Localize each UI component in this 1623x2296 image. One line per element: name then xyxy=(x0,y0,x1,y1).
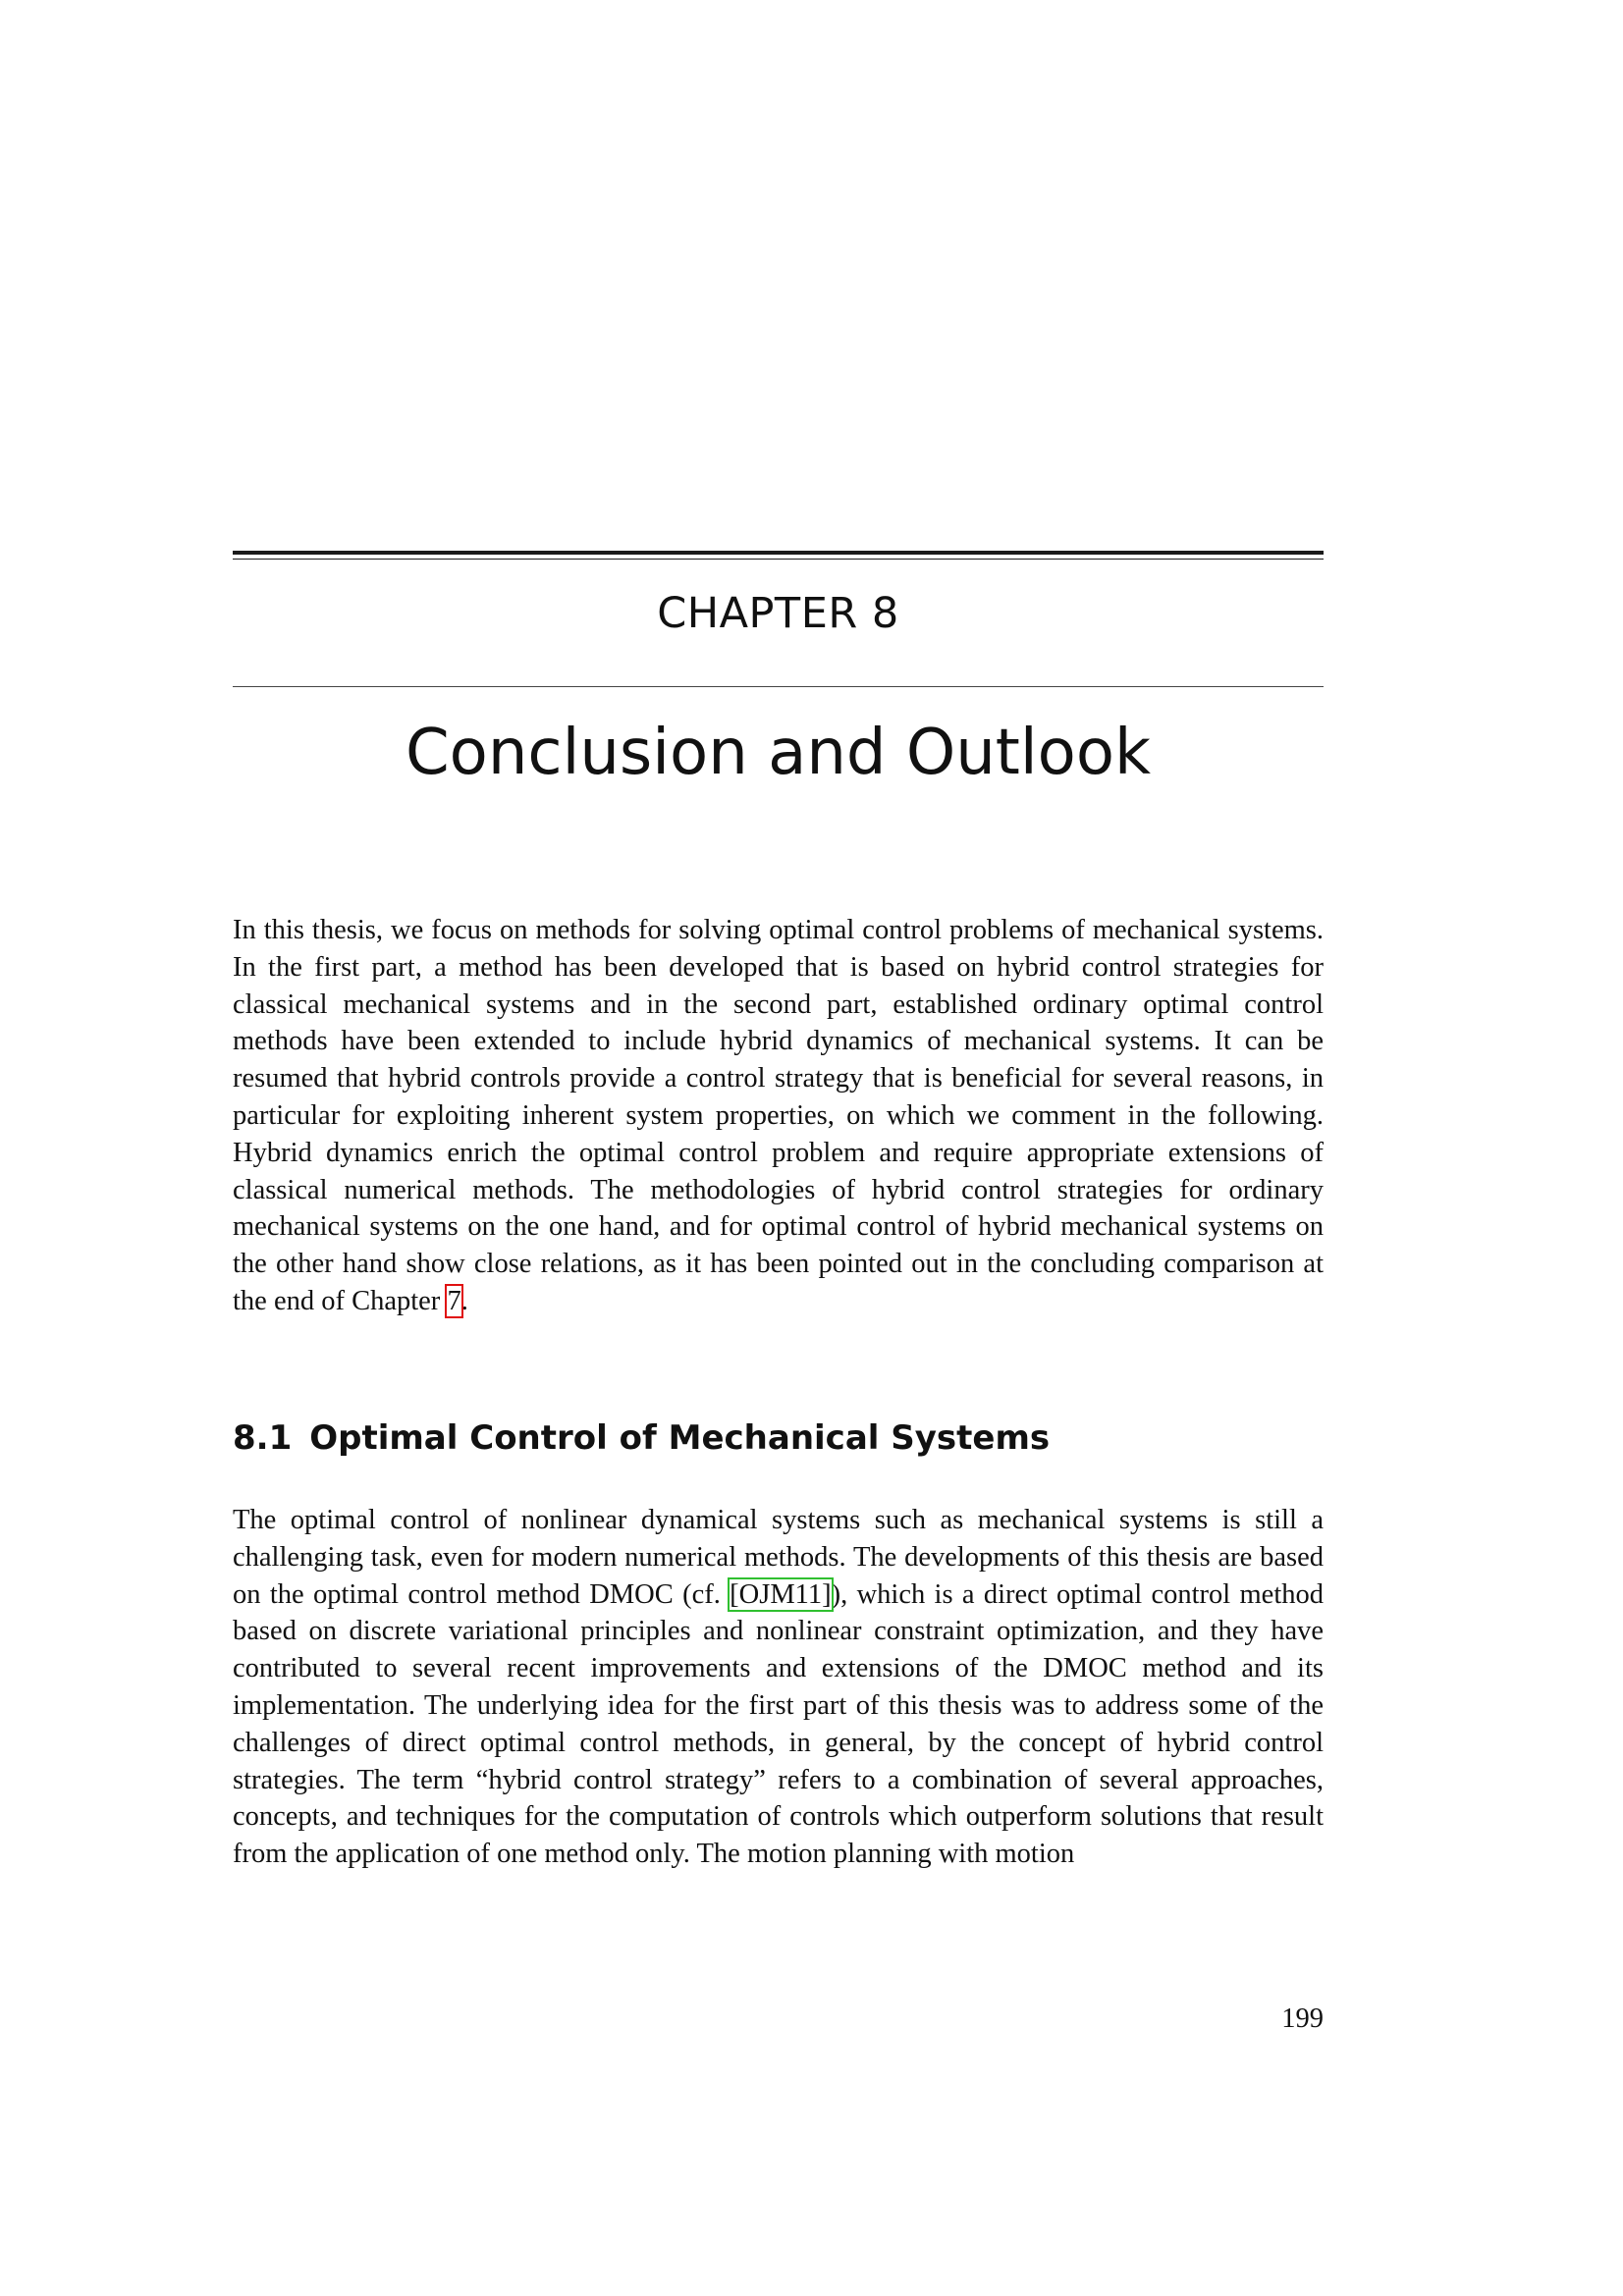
section-number: 8.1 xyxy=(233,1418,293,1458)
section-title: Optimal Control of Mechanical Systems xyxy=(309,1418,1051,1458)
citation-link[interactable]: [OJM11] xyxy=(730,1578,832,1610)
section-text-end: ), which is a direct optimal control method based on discrete variational principles and nonlinear constraint optimization, and they have contributed to several recent improvements and extensions of the DMOC method and its implementation. The underlying idea for the first part of this thesis was to address some of the challenges of direct optimal control methods, in general, by the concept of hybrid control strategies. The term “hybrid control strategy” refers to a combination of several approaches, concepts, and techniques for the computation of controls which outperform solutions that result from the application of one method only. The motion planning with motion xyxy=(233,1578,1325,1870)
section-heading xyxy=(233,1418,1324,1458)
intro-text-end: . xyxy=(460,1285,468,1316)
intro-text: In this thesis, we focus on methods for solving optimal control problems of mechanical systems. In the first part, a method has been developed that is based on hybrid control strategies for classical mechanical systems and in the second part, established ordinary optimal control methods have been extended to include hybrid dynamics of mechanical systems. It can be resumed that hybrid controls provide a control strategy that is beneficial for several reasons, in particular for exploiting inherent system properties, on which we comment in the following. Hybrid dynamics enrich the optimal control problem and require appropriate extensions of classical numerical methods. The methodologies of hybrid control strategies for ordinary mechanical systems on the one hand, and for optimal control of hybrid mechanical systems on the other hand show close relations, as it has been pointed out in the concluding comparison at the end of Chapter xyxy=(233,915,1324,1316)
chapter-top-rule-thick xyxy=(233,551,1324,555)
intro-paragraph xyxy=(233,912,1324,1320)
chapter-label: CHAPTER 8 xyxy=(657,589,899,638)
section-text: The optimal control of nonlinear dynamical systems such as mechanical systems is still a challenging task, even for modern numerical methods. The developments of this thesis are based on the optimal control method DMOC (cf. xyxy=(233,1505,1324,1610)
chapter-reference-link[interactable]: 7 xyxy=(447,1285,461,1316)
chapter-middle-rule xyxy=(233,686,1324,687)
chapter-title: Conclusion and Outlook xyxy=(405,717,1152,789)
page-number: 199 xyxy=(1281,2003,1324,2034)
section-paragraph xyxy=(233,1502,1324,1873)
chapter-top-rule-thin xyxy=(233,559,1324,560)
